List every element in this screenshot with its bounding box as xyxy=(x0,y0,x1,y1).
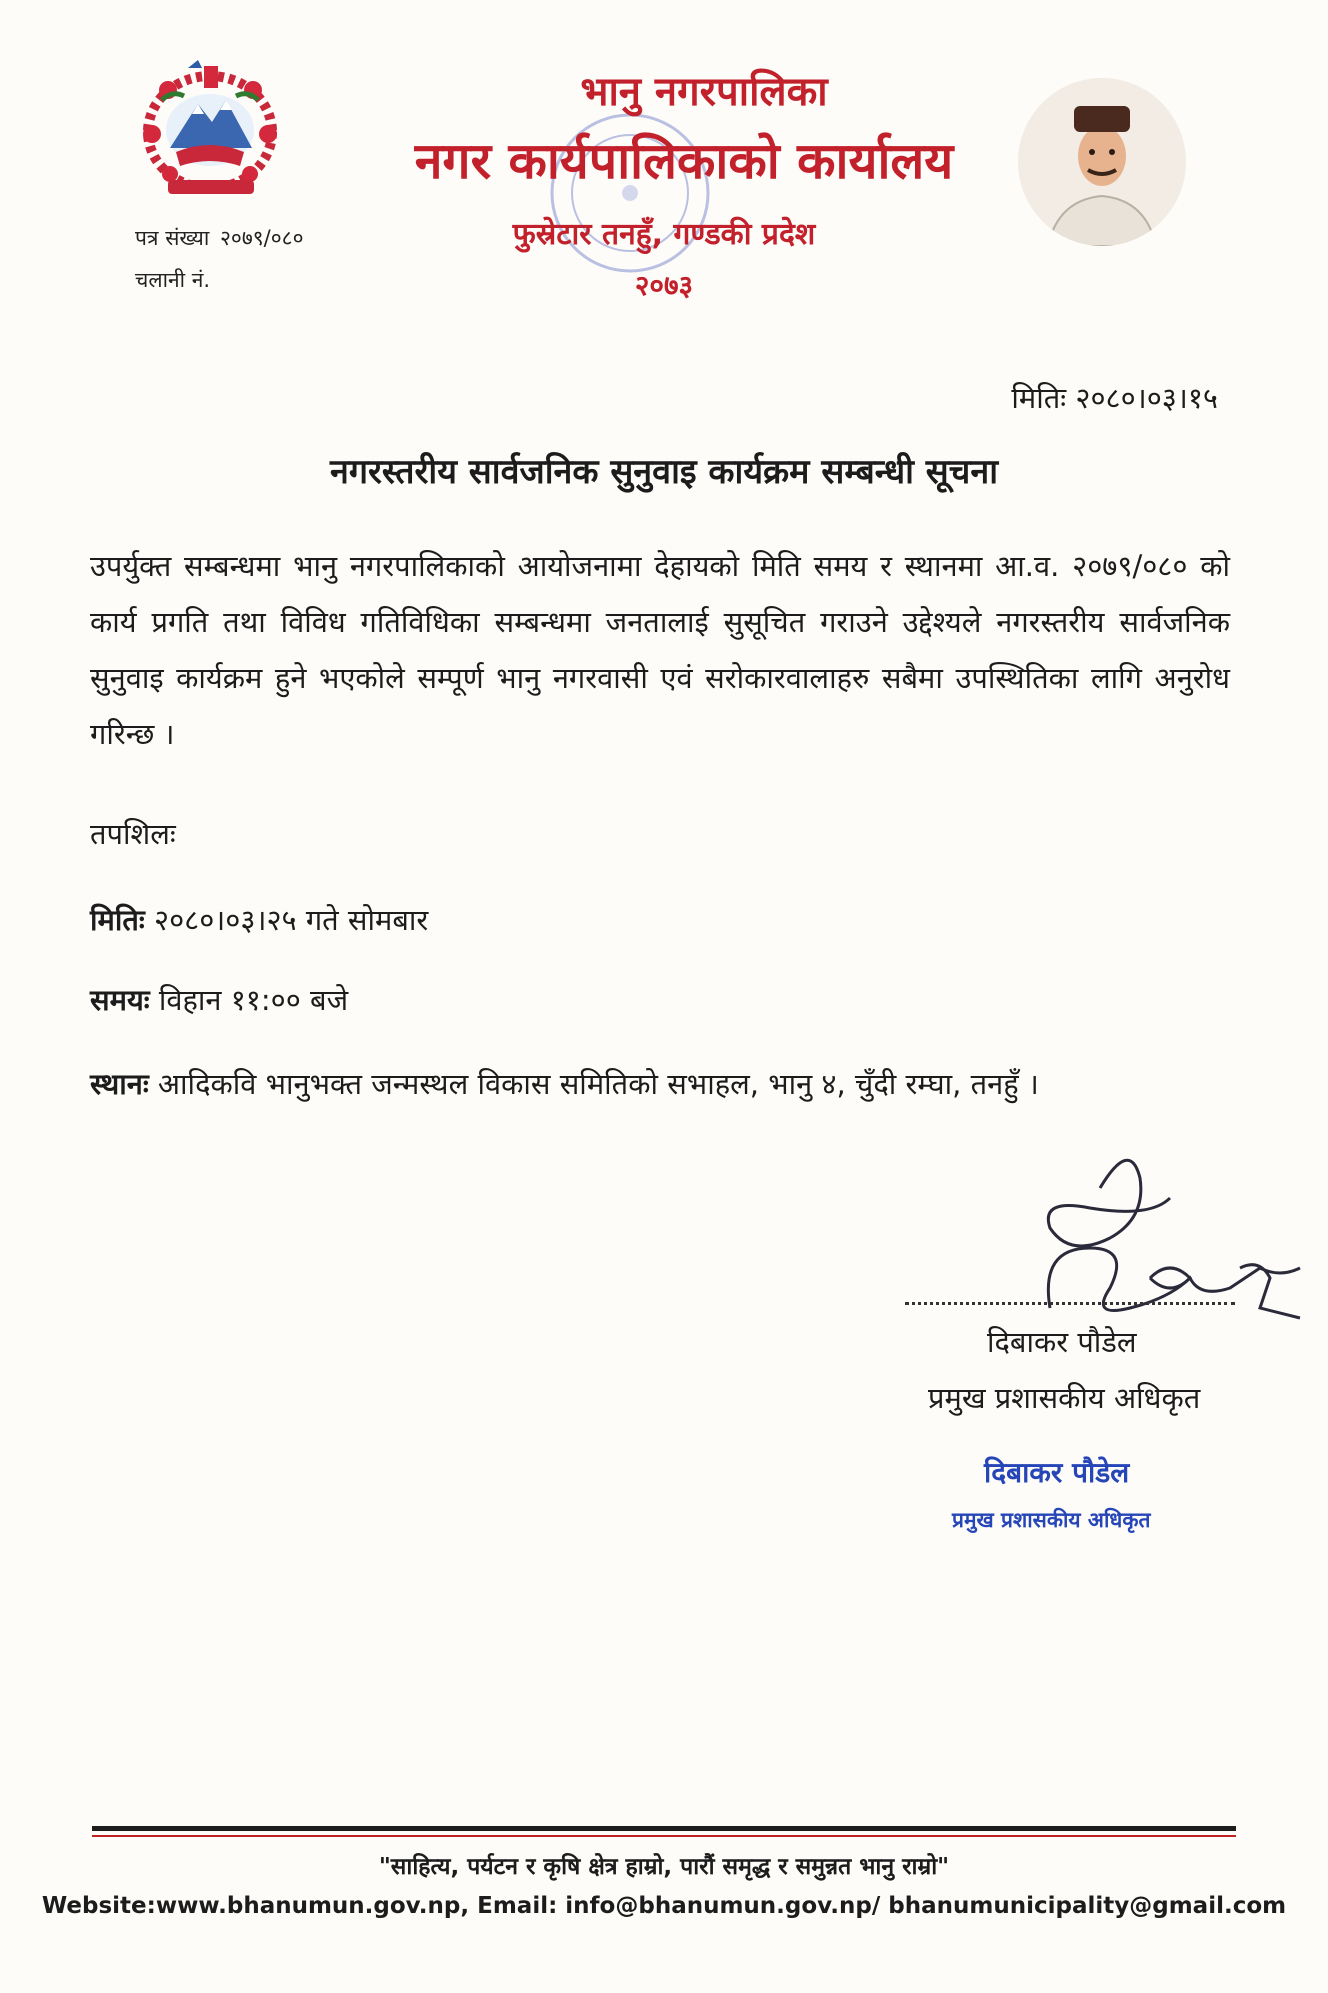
footer-slogan: "साहित्य, पर्यटन र कृषि क्षेत्र हाम्रो, पारौं समृद्ध र समुन्नत भानु राम्रो" xyxy=(378,1854,950,1880)
letter-date: मितिः २०८०।०३।१५ xyxy=(1011,381,1218,415)
office-name: नगर कार्यपालिकाको कार्यालय xyxy=(414,132,954,190)
signatory-title: प्रमुख प्रशासकीय अधिकृत xyxy=(928,1381,1201,1415)
municipality-name: भानु नगरपालिका xyxy=(580,69,828,115)
established-year: २०७३ xyxy=(634,269,694,302)
detail-venue xyxy=(90,1064,1039,1103)
dispatch-number-label: चलानी नं. xyxy=(135,268,211,292)
details-heading: तपशिलः xyxy=(90,817,176,851)
detail-venue-value: आदिकवि भानुभक्त जन्मस्थल विकास समितिको सभाहल, भानु ४, चुँदी रम्घा, तनहुँ । xyxy=(157,1067,1039,1101)
detail-date-value: २०८०।०३।२५ गते सोमबार xyxy=(153,903,429,937)
detail-venue-label: स्थानः xyxy=(90,1067,149,1101)
signatory-name: दिबाकर पौडेल xyxy=(987,1325,1137,1359)
signature-line xyxy=(905,1302,1235,1305)
stamp-title: प्रमुख प्रशासकीय अधिकृत xyxy=(952,1508,1151,1532)
detail-time xyxy=(90,980,348,1019)
notice-body: उपर्युक्त सम्बन्धमा भानु नगरपालिकाको आयोजनामा देहायको मिति समय र स्थानमा आ.व. २०७९/०८० को कार्य प्रगति तथा विविध गतिविधिका सम्बन्धमा जनतालाई सुसूचित गराउने उद्देश्यले नगरस्तरीय सार्वजनिक सुनुवाइ कार्यक्रम हुने भएकोले सम्पूर्ण भानु नगरवासी एवं सरोकारवालाहरु सबैमा उपस्थितिका लागि अनुरोध गरिन्छ । xyxy=(90,549,1230,751)
letter-number-value: २०७९/०८० xyxy=(219,226,304,250)
stamp-name: दिबाकर पौडेल xyxy=(984,1456,1130,1489)
detail-time-label: समयः xyxy=(90,983,150,1017)
footer-rule xyxy=(92,1826,1236,1831)
letter-number-label: पत्र संख्या xyxy=(135,226,210,250)
notice-subject: नगरस्तरीय सार्वजनिक सुनुवाइ कार्यक्रम सम्बन्धी सूचना xyxy=(329,452,999,492)
footer-contact: Website:www.bhanumun.gov.np, Email: info@bhanumun.gov.np/ bhanumunicipality@gmail.com xyxy=(41,1893,1287,1919)
detail-date-label: मितिः xyxy=(90,903,145,937)
portrait-icon xyxy=(1018,78,1186,246)
office-address: फुस्रेटार तनहुँ, गण्डकी प्रदेश xyxy=(512,217,816,252)
detail-time-value: विहान ११:०० बजे xyxy=(158,983,349,1017)
handwritten-signature xyxy=(990,1118,1320,1348)
footer-rule-red xyxy=(92,1835,1236,1837)
detail-date xyxy=(90,900,428,939)
poet-portrait xyxy=(1018,78,1186,246)
